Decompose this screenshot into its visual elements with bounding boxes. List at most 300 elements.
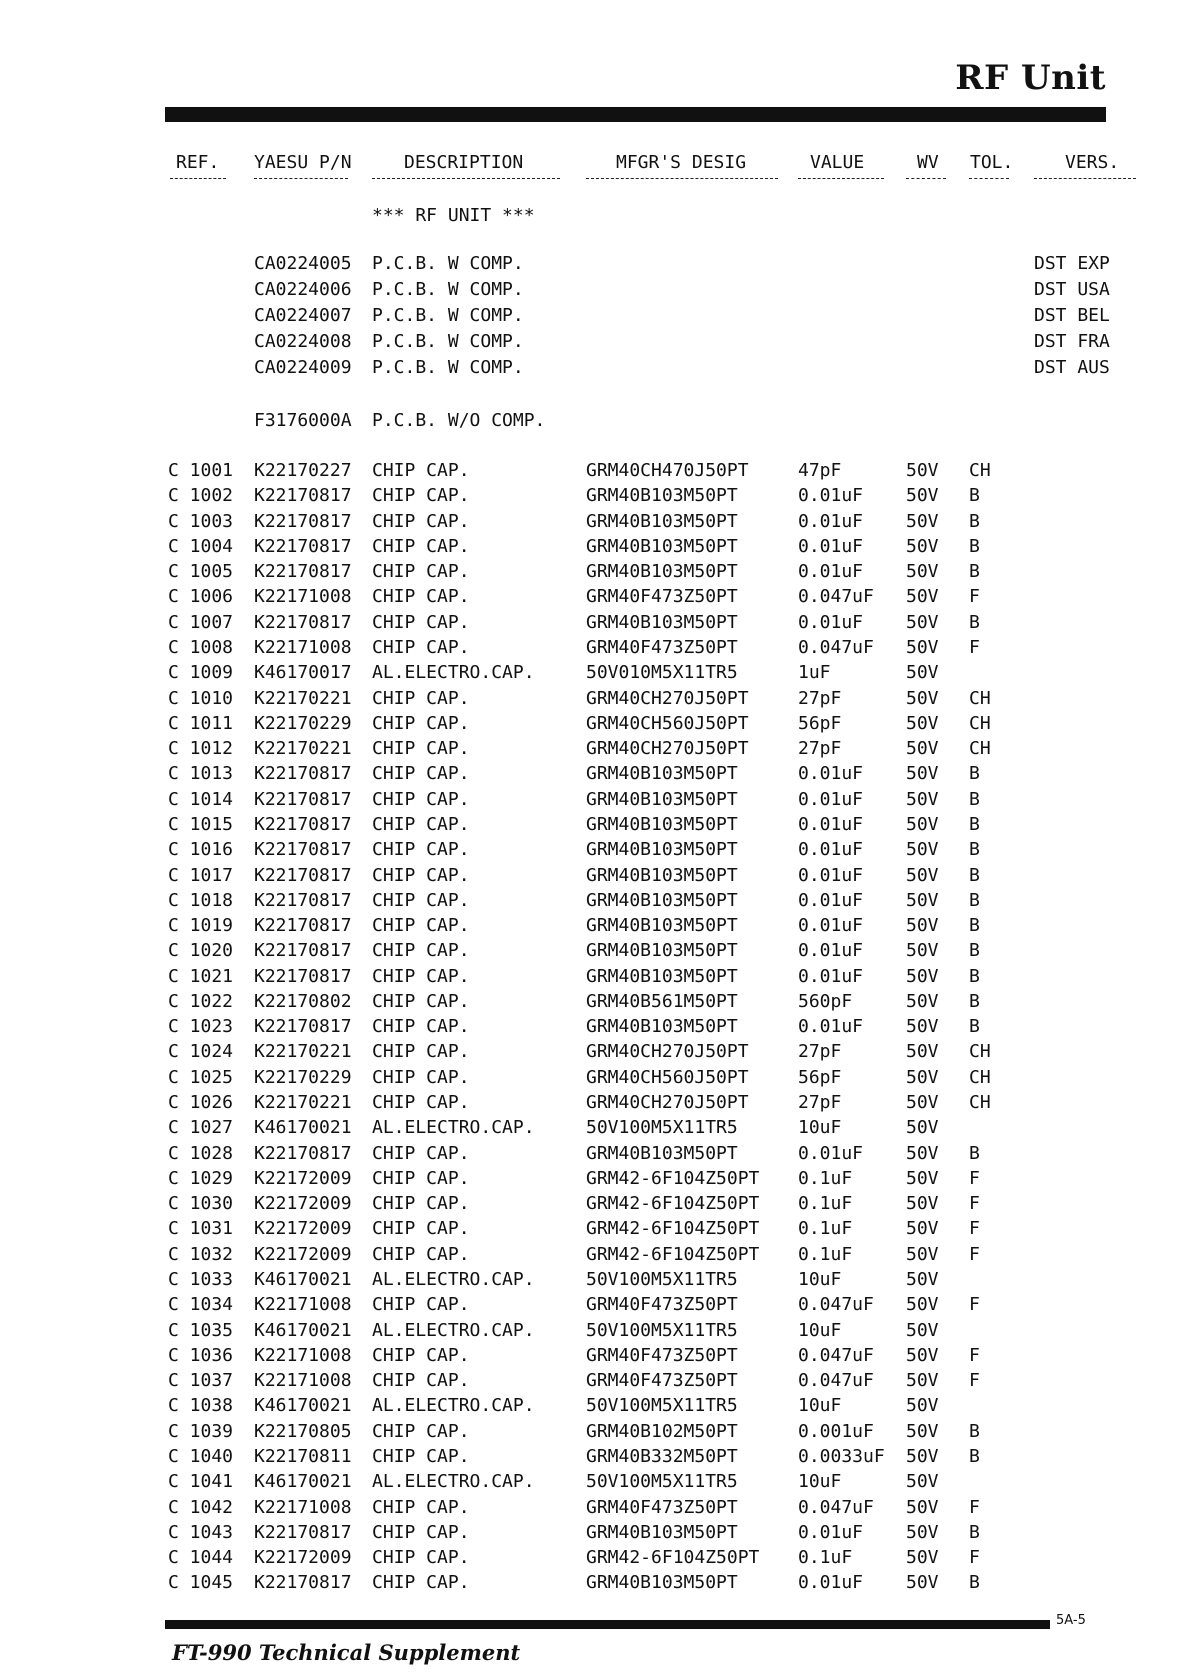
table-row (0, 637, 1190, 662)
part-description: CHIP CAP. (372, 864, 470, 886)
part-mfgr-desig: GRM42-6F104Z50PT (586, 1547, 760, 1568)
part-pn: K22170817 (254, 813, 352, 835)
part-description: CHIP CAP. (372, 1420, 470, 1442)
table-row (0, 1370, 1190, 1395)
part-tol: F (969, 1243, 980, 1265)
part-pn: K22170817 (254, 940, 352, 962)
part-ref: C 1003 (168, 510, 234, 532)
part-ref: C 1045 (168, 1572, 234, 1594)
col-header-wv: WV (917, 152, 939, 173)
unit-label: *** RF UNIT *** (372, 205, 535, 226)
pcb-row (0, 253, 1190, 279)
pcb-description: P.C.B. W COMP. (372, 331, 524, 352)
part-wv: 50V (906, 1547, 939, 1568)
table-row (0, 1244, 1190, 1269)
part-mfgr-desig: GRM40F473Z50PT (586, 1294, 738, 1316)
part-wv: 50V (906, 1395, 939, 1417)
part-value: 0.01uF (798, 864, 864, 886)
part-tol: B (969, 1445, 980, 1467)
part-description: AL.ELECTRO.CAP. (372, 1269, 535, 1290)
part-wv: 50V (906, 1420, 939, 1442)
part-value: 0.01uF (798, 1142, 864, 1164)
part-tol: F (969, 1496, 980, 1518)
part-wv: 50V (906, 1572, 939, 1594)
part-tol: F (969, 1193, 980, 1215)
part-value: 0.01uF (798, 611, 864, 633)
part-value: 27pF (798, 1041, 842, 1063)
part-value: 0.047uF (798, 1294, 874, 1316)
part-ref: C 1011 (168, 712, 234, 734)
part-value: 0.047uF (798, 1496, 874, 1518)
table-row (0, 713, 1190, 738)
part-wv: 50V (906, 662, 939, 684)
part-value: 27pF (798, 738, 842, 760)
part-description: CHIP CAP. (372, 1344, 470, 1366)
part-ref: C 1030 (168, 1193, 234, 1215)
table-row (0, 890, 1190, 915)
col-header-pn: YAESU P/N (254, 152, 352, 173)
table-row (0, 1041, 1190, 1066)
part-pn: K22171008 (254, 1294, 352, 1316)
table-row (0, 511, 1190, 536)
part-tol: CH (969, 1041, 991, 1063)
table-row (0, 1117, 1190, 1142)
part-tol: F (969, 1344, 980, 1366)
table-row (0, 1193, 1190, 1218)
part-wv: 50V (906, 1142, 939, 1164)
part-pn: K22170817 (254, 611, 352, 633)
part-mfgr-desig: GRM42-6F104Z50PT (586, 1167, 760, 1189)
part-pn: K46170021 (254, 1269, 352, 1290)
part-pn: K22170817 (254, 510, 352, 532)
footer-title: FT-990 Technical Supplement (172, 1640, 521, 1665)
part-value: 0.1uF (798, 1218, 853, 1240)
part-ref: C 1033 (168, 1269, 234, 1290)
part-wv: 50V (906, 839, 939, 861)
part-ref: C 1028 (168, 1142, 234, 1164)
table-row (0, 1168, 1190, 1193)
top-rule (165, 107, 1106, 122)
part-mfgr-desig: GRM40B103M50PT (586, 510, 738, 532)
part-wv: 50V (906, 788, 939, 810)
part-ref: C 1039 (168, 1420, 234, 1442)
table-row (0, 1395, 1190, 1420)
table-row (0, 1320, 1190, 1345)
col-header-description: DESCRIPTION (404, 152, 524, 173)
part-wv: 50V (906, 611, 939, 633)
col-header-ref: REF. (176, 152, 220, 173)
part-tol: B (969, 813, 980, 835)
part-tol: B (969, 1142, 980, 1164)
table-row (0, 612, 1190, 637)
part-tol: B (969, 1572, 980, 1594)
section-title: RF Unit (955, 58, 1106, 98)
dash-ref (170, 178, 226, 179)
part-value: 0.1uF (798, 1193, 853, 1215)
part-ref: C 1008 (168, 637, 234, 658)
part-description: AL.ELECTRO.CAP. (372, 1471, 535, 1493)
part-wv: 50V (906, 637, 939, 658)
part-ref: C 1010 (168, 687, 234, 709)
part-tol: F (969, 637, 980, 658)
part-description: AL.ELECTRO.CAP. (372, 1117, 535, 1139)
part-ref: C 1031 (168, 1218, 234, 1240)
part-wv: 50V (906, 1471, 939, 1493)
table-row (0, 1471, 1190, 1496)
part-ref: C 1022 (168, 990, 234, 1012)
part-pn: K22170229 (254, 1066, 352, 1088)
part-wv: 50V (906, 763, 939, 785)
part-ref: C 1001 (168, 460, 234, 481)
part-pn: K22170817 (254, 864, 352, 886)
part-mfgr-desig: GRM40B103M50PT (586, 965, 738, 987)
part-pn: K22170805 (254, 1420, 352, 1442)
pcb-row (0, 357, 1190, 383)
part-mfgr-desig: GRM40B103M50PT (586, 889, 738, 911)
part-pn: K22170817 (254, 965, 352, 987)
col-header-vers: VERS. (1065, 152, 1120, 173)
part-mfgr-desig: 50V010M5X11TR5 (586, 662, 738, 684)
part-tol: B (969, 839, 980, 861)
part-mfgr-desig: 50V100M5X11TR5 (586, 1117, 738, 1139)
table-row (0, 1345, 1190, 1370)
table-row (0, 561, 1190, 586)
part-tol: B (969, 535, 980, 557)
part-mfgr-desig: GRM40B103M50PT (586, 611, 738, 633)
part-ref: C 1042 (168, 1496, 234, 1518)
part-mfgr-desig: GRM40B103M50PT (586, 940, 738, 962)
part-value: 0.01uF (798, 1521, 864, 1543)
part-ref: C 1032 (168, 1243, 234, 1265)
part-pn: K22170817 (254, 535, 352, 557)
part-tol: F (969, 1370, 980, 1392)
part-pn: K22170221 (254, 738, 352, 760)
part-mfgr-desig: GRM40B103M50PT (586, 839, 738, 861)
part-tol: CH (969, 1092, 991, 1113)
part-value: 10uF (798, 1319, 842, 1341)
table-row (0, 1092, 1190, 1117)
part-tol: B (969, 485, 980, 507)
part-description: CHIP CAP. (372, 915, 470, 936)
part-tol: CH (969, 738, 991, 760)
part-wv: 50V (906, 586, 939, 608)
part-value: 1uF (798, 662, 831, 684)
part-wv: 50V (906, 1117, 939, 1139)
part-pn: K22171008 (254, 1496, 352, 1518)
pcb-pn: CA0224006 (254, 279, 352, 300)
part-description: CHIP CAP. (372, 1218, 470, 1240)
part-mfgr-desig: GRM40B103M50PT (586, 561, 738, 583)
part-pn: K46170017 (254, 662, 352, 684)
part-mfgr-desig: GRM40B103M50PT (586, 1142, 738, 1164)
part-tol: F (969, 1547, 980, 1568)
part-mfgr-desig: GRM40CH470J50PT (586, 460, 749, 481)
part-wv: 50V (906, 915, 939, 936)
part-value: 560pF (798, 990, 853, 1012)
part-mfgr-desig: GRM40CH270J50PT (586, 1041, 749, 1063)
part-mfgr-desig: GRM40B103M50PT (586, 763, 738, 785)
pcb-description: P.C.B. W COMP. (372, 305, 524, 326)
dash-wv (906, 178, 946, 179)
part-mfgr-desig: GRM40B102M50PT (586, 1420, 738, 1442)
part-tol: CH (969, 687, 991, 709)
dash-tol (969, 178, 1009, 179)
table-row (0, 1269, 1190, 1294)
part-wv: 50V (906, 1243, 939, 1265)
part-mfgr-desig: GRM40B103M50PT (586, 915, 738, 936)
part-pn: K46170021 (254, 1395, 352, 1417)
part-ref: C 1020 (168, 940, 234, 962)
part-ref: C 1004 (168, 535, 234, 557)
table-row (0, 1067, 1190, 1092)
part-mfgr-desig: GRM40F473Z50PT (586, 586, 738, 608)
part-value: 0.01uF (798, 1016, 864, 1038)
part-mfgr-desig: GRM42-6F104Z50PT (586, 1243, 760, 1265)
part-ref: C 1036 (168, 1344, 234, 1366)
part-ref: C 1014 (168, 788, 234, 810)
part-wv: 50V (906, 1167, 939, 1189)
part-tol: B (969, 965, 980, 987)
part-tol: B (969, 788, 980, 810)
part-ref: C 1015 (168, 813, 234, 835)
part-value: 0.01uF (798, 889, 864, 911)
part-ref: C 1024 (168, 1041, 234, 1063)
part-mfgr-desig: GRM40B103M50PT (586, 788, 738, 810)
part-wv: 50V (906, 1319, 939, 1341)
part-description: CHIP CAP. (372, 535, 470, 557)
part-value: 10uF (798, 1269, 842, 1290)
table-row (0, 1143, 1190, 1168)
table-row (0, 991, 1190, 1016)
part-description: CHIP CAP. (372, 1243, 470, 1265)
page-number: 5A-5 (1056, 1613, 1086, 1628)
part-description: CHIP CAP. (372, 813, 470, 835)
part-tol: B (969, 611, 980, 633)
part-wv: 50V (906, 561, 939, 583)
part-value: 0.01uF (798, 839, 864, 861)
part-mfgr-desig: GRM40B103M50PT (586, 485, 738, 507)
part-wv: 50V (906, 1193, 939, 1215)
part-mfgr-desig: GRM40B561M50PT (586, 990, 738, 1012)
part-mfgr-desig: GRM40B103M50PT (586, 535, 738, 557)
table-row (0, 763, 1190, 788)
col-header-value: VALUE (810, 152, 865, 173)
part-pn: K22170817 (254, 915, 352, 936)
part-mfgr-desig: GRM40F473Z50PT (586, 1344, 738, 1366)
part-ref: C 1007 (168, 611, 234, 633)
part-tol: B (969, 889, 980, 911)
part-pn: K22170221 (254, 1041, 352, 1063)
part-description: CHIP CAP. (372, 712, 470, 734)
part-description: CHIP CAP. (372, 889, 470, 911)
part-wv: 50V (906, 1066, 939, 1088)
table-row (0, 915, 1190, 940)
part-wv: 50V (906, 813, 939, 835)
part-ref: C 1027 (168, 1117, 234, 1139)
part-ref: C 1025 (168, 1066, 234, 1088)
part-description: CHIP CAP. (372, 965, 470, 987)
part-pn: K46170021 (254, 1471, 352, 1493)
part-value: 0.0033uF (798, 1445, 885, 1467)
part-value: 0.1uF (798, 1243, 853, 1265)
part-description: CHIP CAP. (372, 1092, 470, 1113)
part-pn: K22171008 (254, 1370, 352, 1392)
dash-mfgr (586, 178, 778, 179)
part-pn: K46170021 (254, 1319, 352, 1341)
part-ref: C 1021 (168, 965, 234, 987)
part-wv: 50V (906, 864, 939, 886)
part-tol: B (969, 1016, 980, 1038)
part-ref: C 1016 (168, 839, 234, 861)
part-wv: 50V (906, 1445, 939, 1467)
part-ref: C 1026 (168, 1092, 234, 1113)
part-pn: K22170817 (254, 788, 352, 810)
part-tol: F (969, 586, 980, 608)
part-description: AL.ELECTRO.CAP. (372, 1395, 535, 1417)
part-wv: 50V (906, 1496, 939, 1518)
part-mfgr-desig: GRM40B103M50PT (586, 1016, 738, 1038)
part-value: 27pF (798, 687, 842, 709)
part-wv: 50V (906, 712, 939, 734)
part-ref: C 1037 (168, 1370, 234, 1392)
part-wv: 50V (906, 1344, 939, 1366)
part-wv: 50V (906, 1269, 939, 1290)
pcb-version: DST BEL (1034, 305, 1110, 326)
part-ref: C 1019 (168, 915, 234, 936)
part-ref: C 1038 (168, 1395, 234, 1417)
part-mfgr-desig: GRM40CH270J50PT (586, 738, 749, 760)
part-pn: K22172009 (254, 1167, 352, 1189)
part-wv: 50V (906, 460, 939, 481)
part-tol: B (969, 510, 980, 532)
part-tol: F (969, 1294, 980, 1316)
pcb-row-bare (0, 410, 1190, 436)
part-description: CHIP CAP. (372, 1294, 470, 1316)
part-tol: B (969, 990, 980, 1012)
part-tol: F (969, 1218, 980, 1240)
part-value: 0.047uF (798, 1370, 874, 1392)
part-value: 27pF (798, 1092, 842, 1113)
table-row (0, 1421, 1190, 1446)
pcb-description: P.C.B. W COMP. (372, 279, 524, 300)
part-value: 10uF (798, 1471, 842, 1493)
pcb-version: DST FRA (1034, 331, 1110, 352)
part-wv: 50V (906, 1092, 939, 1113)
part-tol: B (969, 915, 980, 936)
part-mfgr-desig: GRM40CH560J50PT (586, 1066, 749, 1088)
part-ref: C 1043 (168, 1521, 234, 1543)
part-value: 0.01uF (798, 561, 864, 583)
part-value: 0.01uF (798, 1572, 864, 1594)
part-mfgr-desig: GRM40F473Z50PT (586, 637, 738, 658)
part-pn: K22170817 (254, 485, 352, 507)
part-description: AL.ELECTRO.CAP. (372, 1319, 535, 1341)
part-pn: K22170221 (254, 687, 352, 709)
pcb-description: P.C.B. W COMP. (372, 253, 524, 274)
part-ref: C 1006 (168, 586, 234, 608)
part-description: CHIP CAP. (372, 1445, 470, 1467)
part-value: 0.01uF (798, 965, 864, 987)
part-tol: B (969, 561, 980, 583)
part-value: 10uF (798, 1395, 842, 1417)
part-value: 0.01uF (798, 940, 864, 962)
table-row (0, 688, 1190, 713)
part-description: CHIP CAP. (372, 1370, 470, 1392)
table-row (0, 1547, 1190, 1572)
part-value: 0.1uF (798, 1167, 853, 1189)
part-value: 0.1uF (798, 1547, 853, 1568)
part-mfgr-desig: 50V100M5X11TR5 (586, 1471, 738, 1493)
table-row (0, 738, 1190, 763)
part-ref: C 1018 (168, 889, 234, 911)
dash-vers (1034, 178, 1136, 179)
table-row (0, 1522, 1190, 1547)
table-row (0, 1016, 1190, 1041)
part-ref: C 1002 (168, 485, 234, 507)
part-mfgr-desig: 50V100M5X11TR5 (586, 1395, 738, 1417)
part-description: CHIP CAP. (372, 940, 470, 962)
part-wv: 50V (906, 485, 939, 507)
part-value: 0.047uF (798, 1344, 874, 1366)
table-row (0, 1572, 1190, 1597)
col-header-tol: TOL. (970, 152, 1014, 173)
part-description: CHIP CAP. (372, 763, 470, 785)
part-mfgr-desig: GRM42-6F104Z50PT (586, 1193, 760, 1215)
part-description: CHIP CAP. (372, 687, 470, 709)
part-description: CHIP CAP. (372, 561, 470, 583)
part-wv: 50V (906, 1370, 939, 1392)
part-mfgr-desig: GRM40CH560J50PT (586, 712, 749, 734)
part-description: CHIP CAP. (372, 1521, 470, 1543)
part-wv: 50V (906, 738, 939, 760)
part-pn: K22172009 (254, 1547, 352, 1568)
part-value: 56pF (798, 1066, 842, 1088)
part-pn: K22170817 (254, 839, 352, 861)
part-pn: K22171008 (254, 586, 352, 608)
table-row (0, 1218, 1190, 1243)
pcb-description: P.C.B. W COMP. (372, 357, 524, 378)
part-pn: K22170229 (254, 712, 352, 734)
part-value: 0.047uF (798, 586, 874, 608)
part-description: CHIP CAP. (372, 1193, 470, 1215)
dash-pn (254, 178, 348, 179)
table-row (0, 1497, 1190, 1522)
part-tol: B (969, 940, 980, 962)
part-value: 56pF (798, 712, 842, 734)
part-description: CHIP CAP. (372, 1041, 470, 1063)
part-mfgr-desig: GRM40B103M50PT (586, 864, 738, 886)
part-ref: C 1017 (168, 864, 234, 886)
pcb-row (0, 305, 1190, 331)
part-ref: C 1029 (168, 1167, 234, 1189)
part-mfgr-desig: 50V100M5X11TR5 (586, 1319, 738, 1341)
part-ref: C 1035 (168, 1319, 234, 1341)
part-wv: 50V (906, 1521, 939, 1543)
part-description: CHIP CAP. (372, 1016, 470, 1038)
part-mfgr-desig: GRM40F473Z50PT (586, 1370, 738, 1392)
part-description: CHIP CAP. (372, 1066, 470, 1088)
part-ref: C 1023 (168, 1016, 234, 1038)
part-description: CHIP CAP. (372, 1496, 470, 1518)
part-pn: K22172009 (254, 1218, 352, 1240)
table-row (0, 814, 1190, 839)
table-row (0, 865, 1190, 890)
part-mfgr-desig: GRM40CH270J50PT (586, 687, 749, 709)
part-description: CHIP CAP. (372, 1142, 470, 1164)
part-value: 0.01uF (798, 813, 864, 835)
part-tol: B (969, 864, 980, 886)
part-mfgr-desig: GRM40B332M50PT (586, 1445, 738, 1467)
